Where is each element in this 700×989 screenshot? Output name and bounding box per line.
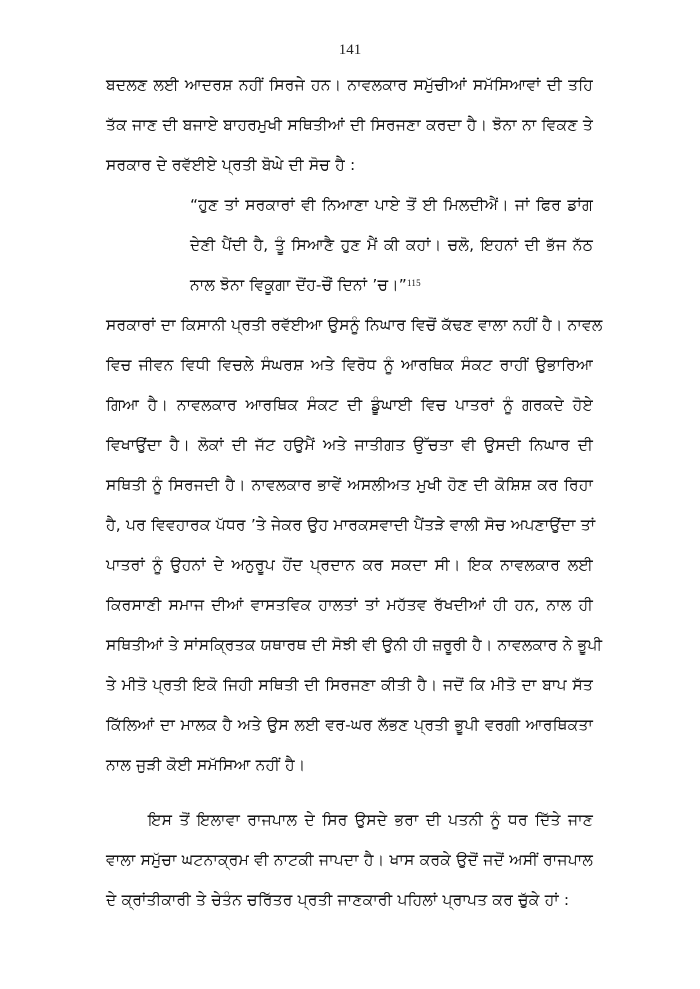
text-line: ਵਾਲਾ ਸਮੁੱਚਾ ਘਟਨਾਕ੍ਰਮ ਵੀ ਨਾਟਕੀ ਜਾਪਦਾ ਹੈ। ਖਾਸ ਕਰਕੇ ਉਦੋਂ ਜਦੋਂ ਅਸੀਂ ਰਾਜਪਾਲ (106, 851, 593, 869)
text-line: ਹੈ, ਪਰ ਵਿਵਹਾਰਕ ਪੱਧਰ ’ਤੇ ਜੇਕਰ ਉਹ ਮਾਰਕਸਵਾਦੀ ਪੈਂਤੜੇ ਵਾਲੀ ਸੋਚ ਅਪਣਾਉਂਦਾ ਤਾਂ (106, 516, 596, 534)
text-line: ਸਰਕਾਰ ਦੇ ਰਵੱਈਏ ਪ੍ਰਤੀ ਬੋਘੇ ਦੀ ਸੋਚ ਹੈ : (106, 156, 356, 174)
text-line: ਪਾਤਰਾਂ ਨੂੰ ਉਹਨਾਂ ਦੇ ਅਨੁਰੂਪ ਹੋਂਦ ਪ੍ਰਦਾਨ ਕਰ ਸਕਦਾ ਸੀ। ਇਕ ਨਾਵਲਕਾਰ ਲਈ (106, 556, 593, 574)
text-line: ਸਰਕਾਰਾਂ ਦਾ ਕਿਸਾਨੀ ਪ੍ਰਤੀ ਰਵੱਈਆ ਉਸਨੂੰ ਨਿਘਾਰ ਵਿਚੋਂ ਕੱਢਣ ਵਾਲਾ ਨਹੀਂ ਹੈ। ਨਾਵਲ (106, 316, 603, 334)
text-line: ਤੱਕ ਜਾਣ ਦੀ ਬਜਾਏ ਬਾਹਰਮੁਖੀ ਸਥਿਤੀਆਂ ਦੀ ਸਿਰਜਣਾ ਕਰਦਾ ਹੈ। ਝੋਨਾ ਨਾ ਵਿਕਣ ਤੇ (106, 116, 593, 134)
text-line: ਸਥਿਤੀਆਂ ਤੇ ਸਾਂਸਕ੍ਰਿਤਕ ਯਥਾਰਥ ਦੀ ਸੋਝੀ ਵੀ ਉਨੀ ਹੀ ਜ਼ਰੂਰੀ ਹੈ। ਨਾਵਲਕਾਰ ਨੇ ਭੂਪੀ (106, 636, 603, 654)
quote-text: ਨਾਲ ਝੋਨਾ ਵਿਕੂਗਾ ਦੋਂਹ-ਚੌਂ ਦਿਨਾਂ ’ਚ।” (190, 276, 407, 294)
text-line: ਗਿਆ ਹੈ। ਨਾਵਲਕਾਰ ਆਰਥਿਕ ਸੰਕਟ ਦੀ ਡੂੰਘਾਈ ਵਿਚ ਪਾਤਰਾਂ ਨੂੰ ਗਰਕਦੇ ਹੋਏ (106, 396, 593, 414)
text-line: ਤੇ ਮੀਤੋ ਪ੍ਰਤੀ ਇਕੋ ਜਿਹੀ ਸਥਿਤੀ ਦੀ ਸਿਰਜਣਾ ਕੀਤੀ ਹੈ। ਜਦੋਂ ਕਿ ਮੀਤੋ ਦਾ ਬਾਪ ਸੱਤ (106, 676, 593, 694)
footnote-reference[interactable]: 115 (407, 278, 421, 288)
text-line: ਬਦਲਣ ਲਈ ਆਦਰਸ਼ ਨਹੀਂ ਸਿਰਜੇ ਹਨ। ਨਾਵਲਕਾਰ ਸਮੁੱਚੀਆਂ ਸਮੱਸਿਆਵਾਂ ਦੀ ਤਹਿ (106, 76, 593, 94)
quote-line: ਦੇਣੀ ਪੈਂਦੀ ਹੈ, ਤੂੰ ਸਿਆਣੈ ਹੁਣ ਮੈਂ ਕੀ ਕਹਾਂ। ਚਲੋ, ਇਹਨਾਂ ਦੀ ਭੱਜ ਨੱਠ (190, 236, 593, 254)
text-line: ਇਸ ਤੋਂ ਇਲਾਵਾ ਰਾਜਪਾਲ ਦੇ ਸਿਰ ਉਸਦੇ ਭਰਾ ਦੀ ਪਤਨੀ ਨੂੰ ਧਰ ਦਿੱਤੇ ਜਾਣ (148, 811, 593, 829)
text-line: ਵਿਖਾਉਂਦਾ ਹੈ। ਲੋਕਾਂ ਦੀ ਜੱਟ ਹਉਮੈਂ ਅਤੇ ਜਾਤੀਗਤ ਉੱਚਤਾ ਵੀ ਉਸਦੀ ਨਿਘਾਰ ਦੀ (106, 436, 593, 454)
text-line: ਨਾਲ ਜੁੜੀ ਕੋਈ ਸਮੱਸਿਆ ਨਹੀਂ ਹੈ। (106, 756, 306, 774)
quote-line: “ਹੁਣ ਤਾਂ ਸਰਕਾਰਾਂ ਵੀ ਨਿਆਣਾ ਪਾਏ ਤੋਂ ਈ ਮਿਲਦੀਐਂ। ਜਾਂ ਫਿਰ ਡਾਂਗ (190, 196, 593, 214)
text-line: ਦੇ ਕ੍ਰਾਂਤੀਕਾਰੀ ਤੇ ਚੇਤੰਨ ਚਰਿੱਤਰ ਪ੍ਰਤੀ ਜਾਣਕਾਰੀ ਪਹਿਲਾਂ ਪ੍ਰਾਪਤ ਕਰ ਚੁੱਕੇ ਹਾਂ : (106, 891, 570, 909)
page-number: 141 (338, 42, 362, 58)
quote-line (190, 273, 593, 297)
text-line: ਕਿੱਲਿਆਂ ਦਾ ਮਾਲਕ ਹੈ ਅਤੇ ਉਸ ਲਈ ਵਰ-ਘਰ ਲੱਭਣ ਪ੍ਰਤੀ ਭੂਪੀ ਵਰਗੀ ਆਰਥਿਕਤਾ (106, 716, 593, 734)
text-line: ਕਿਰਸਾਣੀ ਸਮਾਜ ਦੀਆਂ ਵਾਸਤਵਿਕ ਹਾਲਤਾਂ ਤਾਂ ਮਹੱਤਵ ਰੱਖਦੀਆਂ ਹੀ ਹਨ, ਨਾਲ ਹੀ (106, 596, 593, 614)
text-line: ਵਿਚ ਜੀਵਨ ਵਿਧੀ ਵਿਚਲੇ ਸੰਘਰਸ਼ ਅਤੇ ਵਿਰੋਧ ਨੂੰ ਆਰਥਿਕ ਸੰਕਟ ਰਾਹੀਂ ਉਭਾਰਿਆ (106, 356, 593, 374)
text-line: ਸਥਿਤੀ ਨੂੰ ਸਿਰਜਦੀ ਹੈ। ਨਾਵਲਕਾਰ ਭਾਵੇਂ ਅਸਲੀਅਤ ਮੁਖੀ ਹੋਣ ਦੀ ਕੋਸ਼ਿਸ਼ ਕਰ ਰਿਹਾ (106, 476, 593, 494)
